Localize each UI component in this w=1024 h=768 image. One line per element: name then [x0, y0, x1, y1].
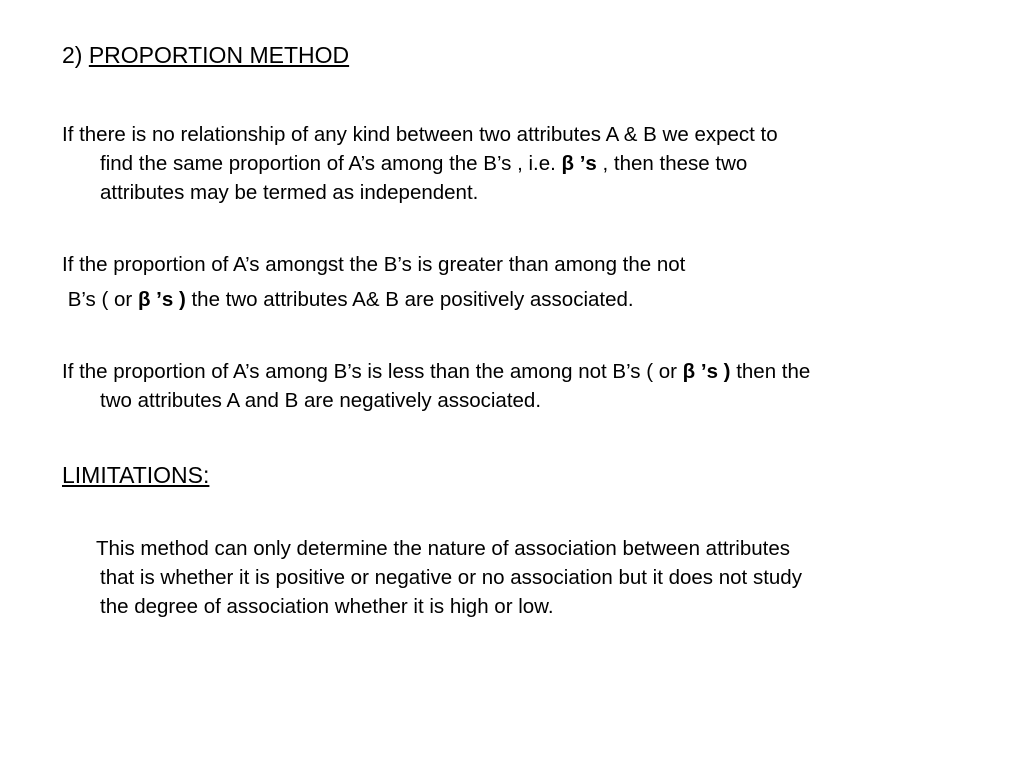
para3-line2: two attributes A and B are negatively associated. — [100, 389, 542, 412]
para2-line2 — [62, 285, 634, 314]
section-title: PROPORTION METHOD — [88, 42, 350, 68]
para2-beta-symbol: β ’s ) — [137, 288, 186, 311]
section-number: 2) — [62, 42, 83, 68]
para1-line1: If there is no relationship of any kind between two attributes A & B we expect to — [62, 123, 778, 146]
limitations-line2: that is whether it is positive or negative or no association but it does not study — [100, 566, 802, 589]
limitations-line1: This method can only determine the nature of association between attributes — [96, 537, 790, 560]
para3-line1 — [62, 357, 810, 386]
para2-line2-tail: the two attributes A& B are positively associated. — [185, 288, 634, 311]
limitations-line3: the degree of association whether it is high or low. — [100, 595, 554, 618]
para1-line2-tail: , then these two — [596, 152, 748, 175]
para2-line1: If the proportion of A’s amongst the B’s is greater than among the not — [62, 253, 686, 276]
para1-line2 — [100, 149, 747, 178]
para3-line1-text: If the proportion of A’s among B’s is less than the among not B’s ( or — [62, 360, 683, 383]
para1-line2-text: find the same proportion of A’s among the B’s , i.e. — [100, 152, 562, 175]
para3-line1-tail: then the — [730, 360, 811, 383]
para1-beta-symbol: β ’s — [561, 152, 597, 175]
para3-beta-symbol: β ’s ) — [682, 360, 731, 383]
para2-line2-text: B’s ( or — [62, 288, 138, 311]
section-heading — [62, 41, 349, 70]
para1-line3: attributes may be termed as independent. — [100, 181, 479, 204]
limitations-heading: LIMITATIONS: — [62, 462, 210, 488]
